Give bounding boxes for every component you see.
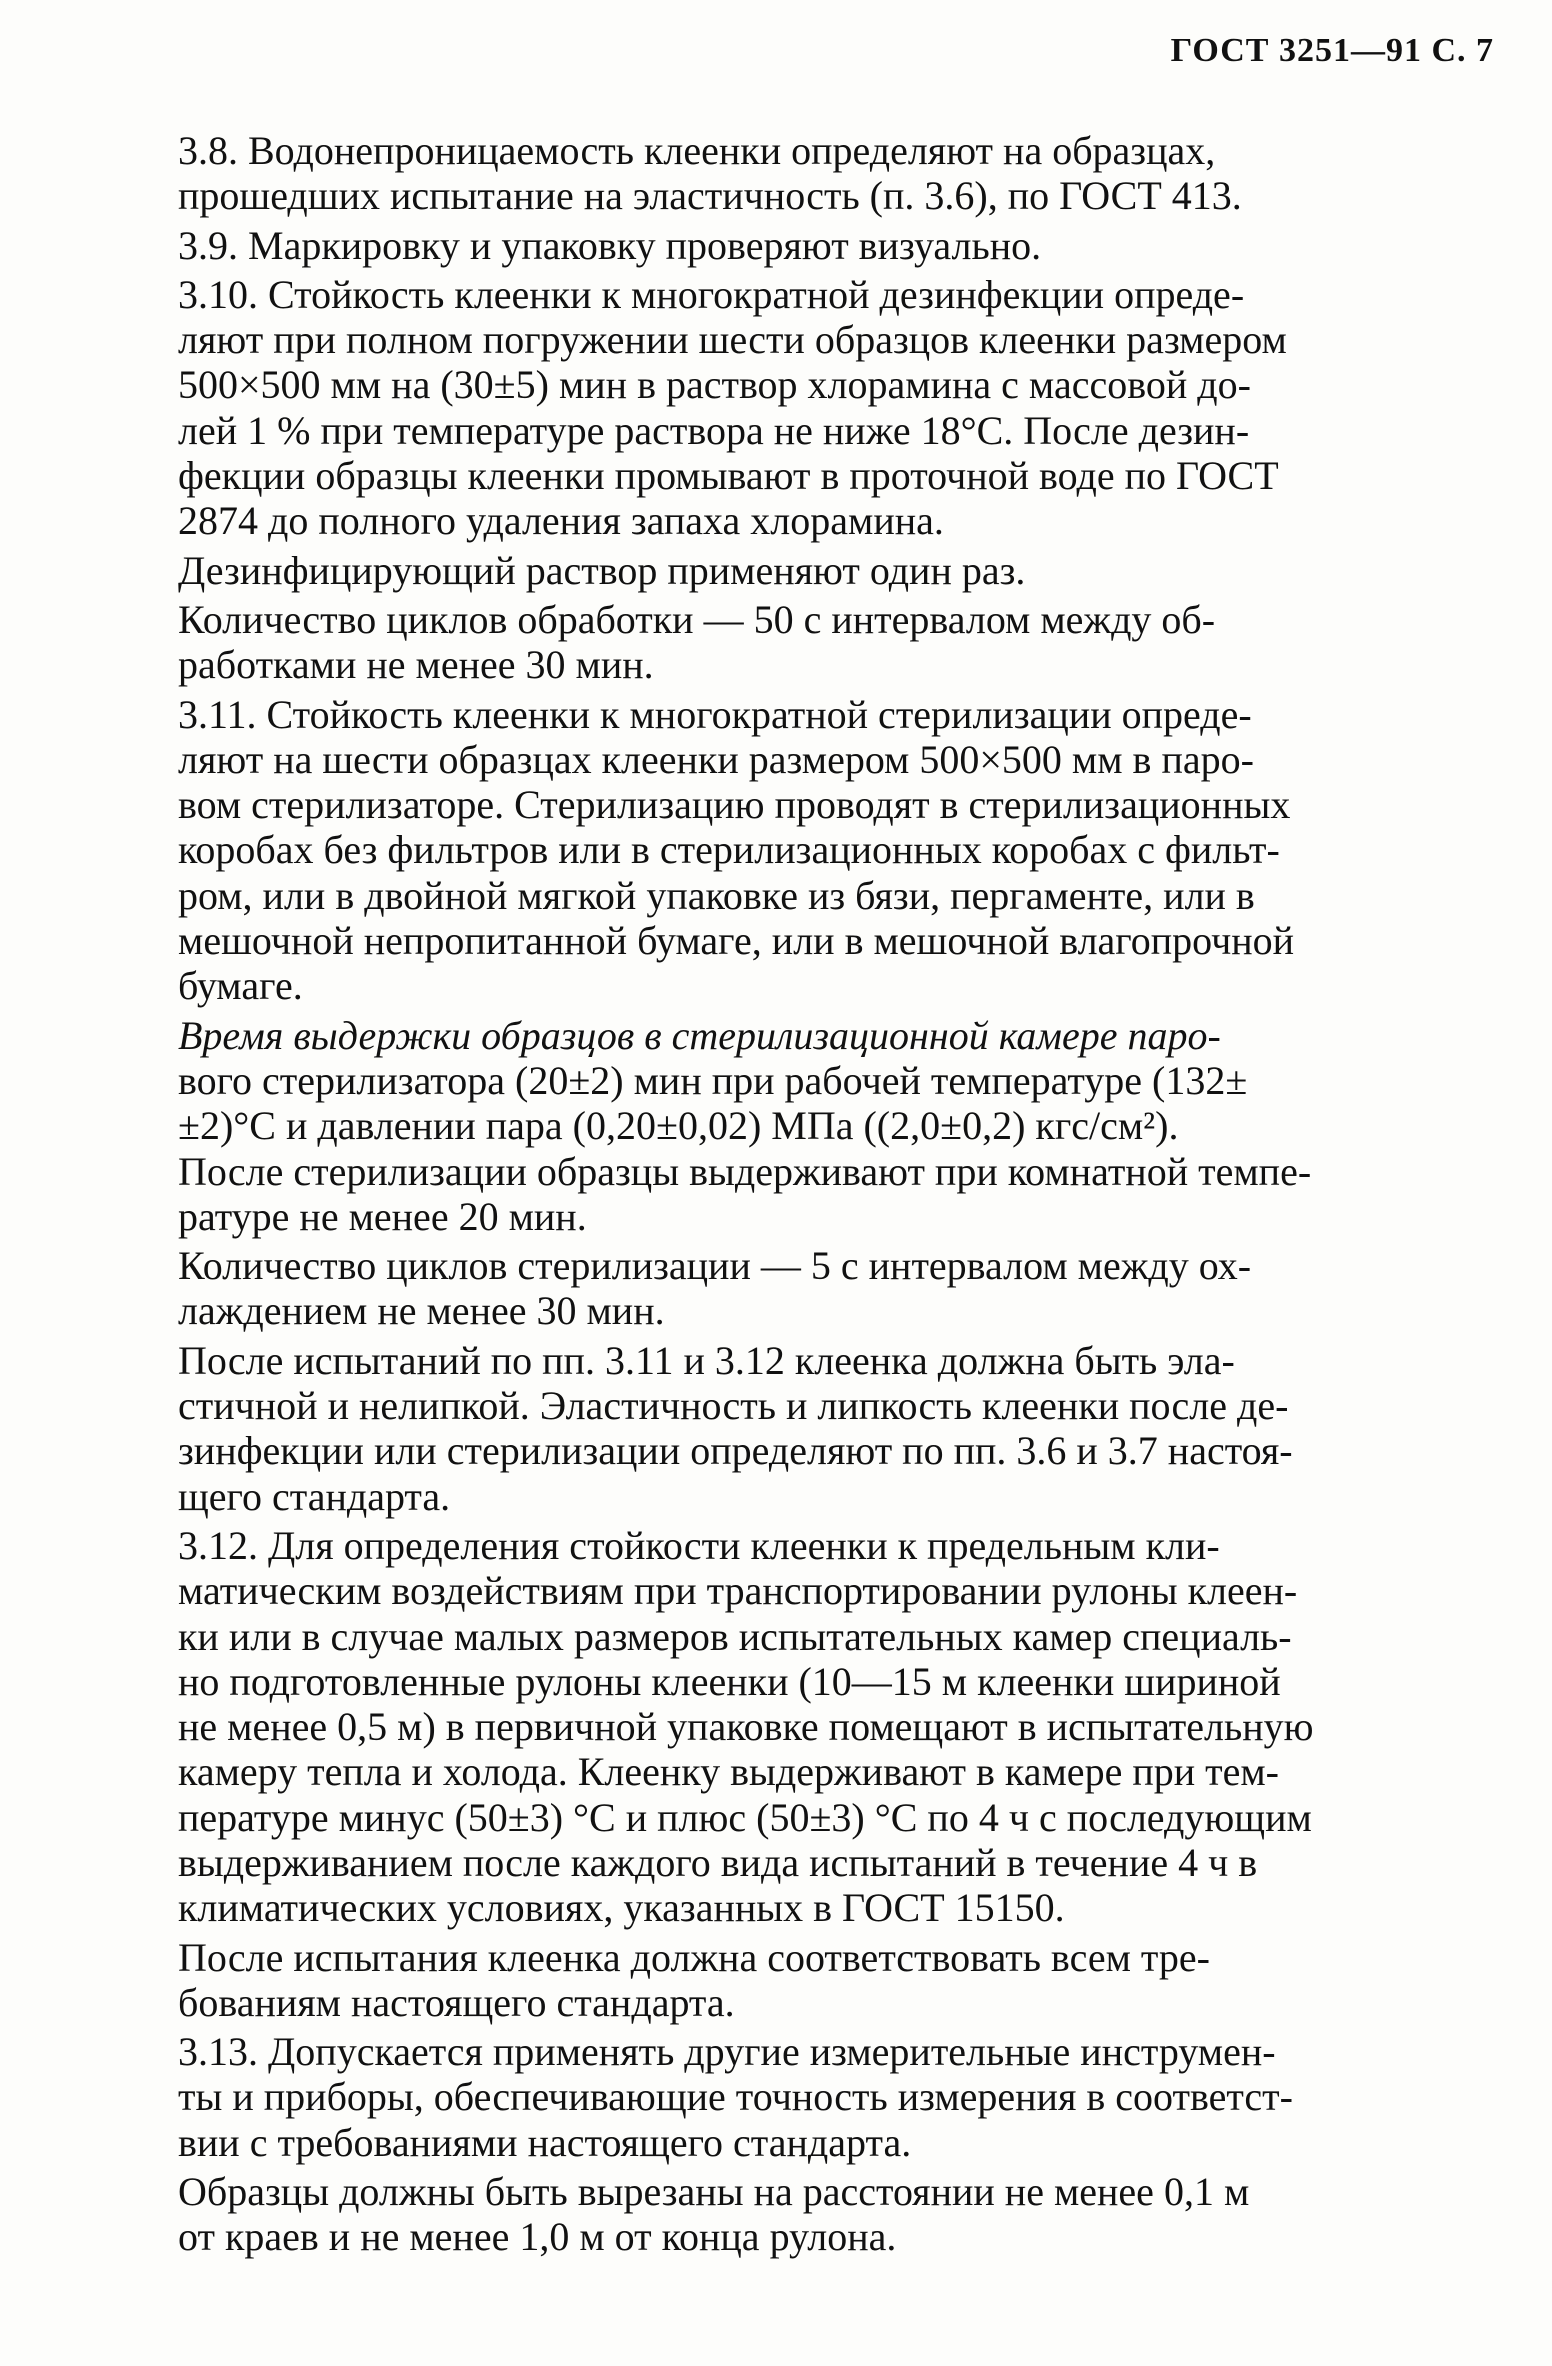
text-line: прошедших испытание на эластичность (п. 3.6), по ГОСТ 413. (178, 173, 1242, 219)
text-line: работками не менее 30 мин. (178, 642, 654, 688)
text-line: выдерживанием после каждого вида испытаний в течение 4 ч в (178, 1839, 1258, 1885)
paragraph-3-8 (94, 128, 1494, 219)
text-line: 3.10. Стойкость клеенки к многократной дезинфекции опреде- (178, 271, 1245, 317)
text-line: от краев и не менее 1,0 м от конца рулона. (178, 2214, 897, 2260)
paragraph-3-11 (94, 692, 1494, 1009)
text-line: зинфекции или стерилизации определяют по пп. 3.6 и 3.7 настоя- (178, 1428, 1293, 1474)
italic-text-line: Время выдержки образцов в стерилизационной камере паро- (178, 1012, 1221, 1058)
text-line: пературе минус (50±3) °С и плюс (50±3) °С по 4 ч с последующим (178, 1794, 1312, 1840)
text-line: вом стерилизаторе. Стерилизацию проводят в стерилизационных (178, 782, 1291, 828)
text-line: 3.9. Маркировку и упаковку проверяют визуально. (178, 222, 1042, 268)
text-line: матическим воздействиям при транспортировании рулоны клеен- (178, 1568, 1298, 1614)
text-line: ±2)°С и давлении пара (0,20±0,02) МПа ((2,0±0,2) кгс/см²). (178, 1103, 1179, 1149)
text-line: стичной и нелипкой. Эластичность и липкость клеенки после де- (178, 1383, 1289, 1429)
text-line: коробах без фильтров или в стерилизационных коробах с фильт- (178, 827, 1280, 873)
paragraph-3-10 (94, 272, 1494, 544)
text-line: щего стандарта. (178, 1473, 451, 1519)
text-line: бумаге. (178, 963, 303, 1009)
document-body (94, 128, 1494, 2264)
paragraph-treatment-cycles (94, 597, 1494, 688)
text-line: не менее 0,5 м) в первичной упаковке помещают в испытательную (178, 1704, 1314, 1750)
text-line: лей 1 % при температуре раствора не ниже 18°С. После дезин- (178, 407, 1250, 453)
text-line: ляют на шести образцах клеенки размером 500×500 мм в паро- (178, 736, 1254, 782)
text-line: ром, или в двойной мягкой упаковке из бязи, пергаменте, или в (178, 872, 1255, 918)
page-header: ГОСТ 3251—91 С. 7 (1170, 32, 1494, 69)
text-line: ки или в случае малых размеров испытательных камер специаль- (178, 1613, 1292, 1659)
text-line: 3.13. Допускается применять другие измерительные инструмен- (178, 2029, 1276, 2075)
paragraph-exposure-time (94, 1013, 1494, 1239)
text-line: 3.8. Водонепроницаемость клеенки определяют на образцах, (178, 128, 1216, 173)
text-line: Дезинфицирующий раствор применяют один раз. (178, 547, 1026, 593)
text-line: лаждением не менее 30 мин. (178, 1288, 665, 1334)
text-line: мешочной непропитанной бумаге, или в мешочной влагопрочной (178, 918, 1295, 964)
text-line: Образцы должны быть вырезаны на расстоянии не менее 0,1 м (178, 2169, 1250, 2215)
text-line: бованиям настоящего стандарта. (178, 1979, 735, 2025)
text-line: 3.12. Для определения стойкости клеенки к предельным кли- (178, 1522, 1220, 1568)
text-line: вого стерилизатора (20±2) мин при рабочей температуре (132± (178, 1057, 1248, 1103)
text-line: Количество циклов обработки — 50 с интервалом между об- (178, 596, 1216, 642)
paragraph-sample-cutting (94, 2169, 1494, 2260)
text-line: После испытаний по пп. 3.11 и 3.12 клеенка должна быть эла- (178, 1337, 1235, 1383)
text-line: 2874 до полного удаления запаха хлорамина. (178, 498, 944, 544)
paragraph-after-climatic-test (94, 1935, 1494, 2026)
text-line: камеру тепла и холода. Клеенку выдерживают в камере при тем- (178, 1749, 1279, 1795)
text-line: После стерилизации образцы выдерживают при комнатной темпе- (178, 1148, 1312, 1194)
text-line: фекции образцы клеенки промывают в проточной воде по ГОСТ (178, 453, 1279, 499)
text-line: но подготовленные рулоны клеенки (10—15 м клеенки шириной (178, 1658, 1281, 1704)
text-line: климатических условиях, указанных в ГОСТ 15150. (178, 1885, 1065, 1931)
text-line: ратуре не менее 20 мин. (178, 1193, 587, 1239)
paragraph-disinfectant (94, 548, 1494, 593)
text-line: 500×500 мм на (30±5) мин в раствор хлорамина с массовой до- (178, 362, 1251, 408)
text-line: 3.11. Стойкость клеенки к многократной стерилизации опреде- (178, 691, 1252, 737)
text-line: ты и приборы, обеспечивающие точность измерения в соответст- (178, 2074, 1293, 2120)
paragraph-3-9 (94, 223, 1494, 268)
paragraph-sterilization-cycles (94, 1243, 1494, 1334)
paragraph-after-tests (94, 1338, 1494, 1519)
text-line: вии с требованиями настоящего стандарта. (178, 2119, 912, 2165)
text-line: После испытания клеенка должна соответствовать всем тре- (178, 1934, 1210, 1980)
paragraph-3-13 (94, 2029, 1494, 2165)
text-line: Количество циклов стерилизации — 5 с интервалом между ох- (178, 1243, 1252, 1289)
text-line: ляют при полном погружении шести образцов клеенки размером (178, 317, 1287, 363)
paragraph-3-12 (94, 1523, 1494, 1931)
